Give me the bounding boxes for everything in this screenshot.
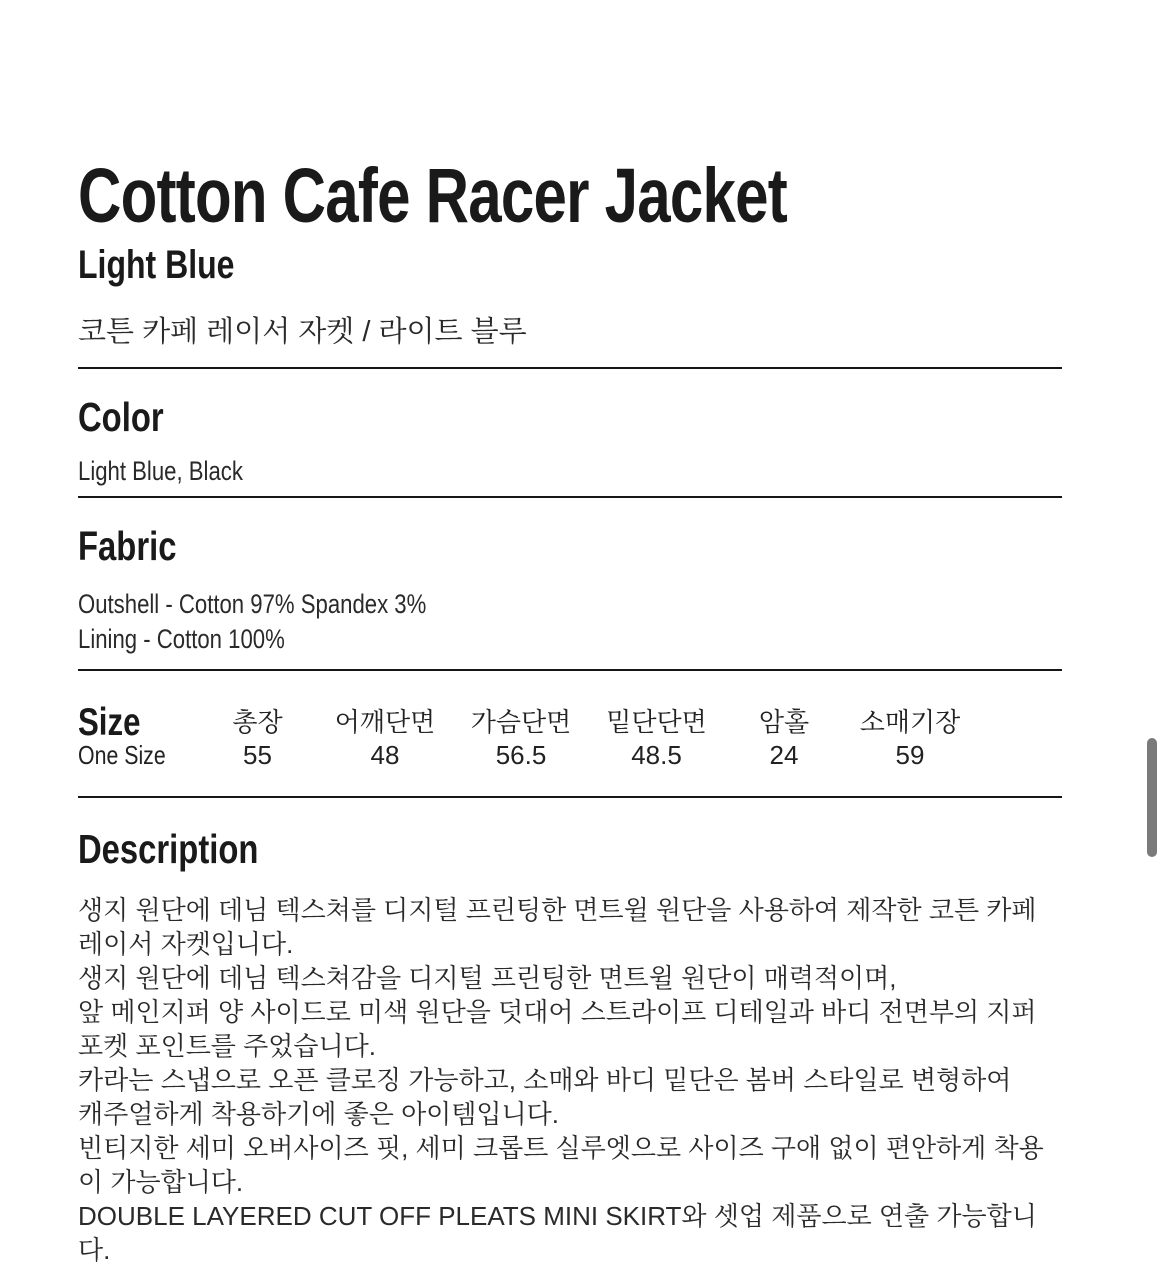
scrollbar-thumb[interactable] (1147, 738, 1157, 857)
color-section-heading-text: Color (78, 394, 164, 440)
section-divider (78, 367, 1062, 369)
product-color-subtitle (78, 245, 1062, 285)
description-paragraph (78, 893, 1062, 1267)
size-col-header-chest: 가슴단면 (470, 707, 572, 737)
size-col-header-sleeve: 소매기장 (859, 707, 961, 737)
size-value-hem: 48.5 (631, 740, 682, 770)
fabric-lining-text: Lining - Cotton 100% (78, 624, 285, 654)
product-title-korean: 코튼 카페 레이서 자켓 / 라이트 블루 (78, 316, 527, 348)
color-value (78, 454, 1062, 489)
size-col-header-shoulder: 어깨단면 (334, 707, 436, 737)
description-section-heading (78, 826, 1062, 872)
size-value-armhole: 24 (769, 740, 799, 770)
fabric-lining-line (78, 622, 1062, 657)
description-line: 카라는 스냅으로 오픈 클로징 가능하고, 소매와 바디 밑단은 봄버 스타일로 변형하여 (78, 1065, 1012, 1095)
fabric-section (78, 523, 1062, 657)
description-line: 캐주얼하게 착용하기에 좋은 아이템입니다. (78, 1099, 559, 1129)
size-section-heading-text: Size (78, 701, 141, 744)
description-line: 앞 메인지퍼 양 사이드로 미색 원단을 덧대어 스트라이프 디테일과 바디 전면부의 지퍼 포켓 포인트를 주었습니다. (78, 997, 1037, 1061)
color-section (78, 394, 1062, 489)
size-col-header-total-length: 총장 (232, 707, 283, 737)
size-col-header-hem: 밑단단면 (606, 707, 707, 737)
size-value-sleeve: 59 (895, 740, 925, 770)
product-title (78, 153, 1062, 239)
size-row-label (78, 742, 196, 768)
fabric-outshell-line (78, 587, 1062, 622)
description-section (78, 826, 1062, 1267)
color-section-heading (78, 394, 1062, 440)
size-row-label-text: One Size (78, 740, 166, 770)
product-title-text: Cotton Cafe Racer Jacket (78, 153, 787, 239)
fabric-outshell-text: Outshell - Cotton 97% Spandex 3% (78, 589, 427, 619)
product-detail-page (78, 0, 1062, 1267)
size-table (78, 671, 1062, 796)
size-value-shoulder: 48 (370, 740, 400, 770)
size-value-chest: 56.5 (495, 740, 547, 770)
size-value-total-length: 55 (243, 740, 272, 770)
product-color-subtitle-text: Light Blue (78, 243, 235, 287)
description-line: 빈티지한 세미 오버사이즈 핏, 세미 크롭트 실루엣으로 사이즈 구애 없이 편안하게 착용이 가능합니다. (78, 1133, 1044, 1197)
fabric-section-heading-text: Fabric (78, 523, 177, 569)
description-line: DOUBLE LAYERED CUT OFF PLEATS MINI SKIRT와 셋업 제품으로 연출 가능합니다. (78, 1201, 1037, 1265)
section-divider (78, 796, 1062, 798)
color-value-text: Light Blue, Black (78, 456, 243, 486)
fabric-details (78, 587, 1062, 657)
description-section-heading-text: Description (78, 826, 259, 872)
size-col-header-armhole: 암홀 (758, 707, 810, 737)
description-line: 생지 원단에 데님 텍스쳐감을 디지털 프린팅한 면트윌 원단이 매력적이며, (78, 963, 897, 993)
size-section-heading (78, 703, 196, 742)
section-divider (78, 496, 1062, 498)
description-line: 생지 원단에 데님 텍스쳐를 디지털 프린팅한 면트윌 원단을 사용하여 제작한 코튼 카페 레이서 자켓입니다. (78, 895, 1037, 959)
fabric-section-heading (78, 523, 1062, 569)
